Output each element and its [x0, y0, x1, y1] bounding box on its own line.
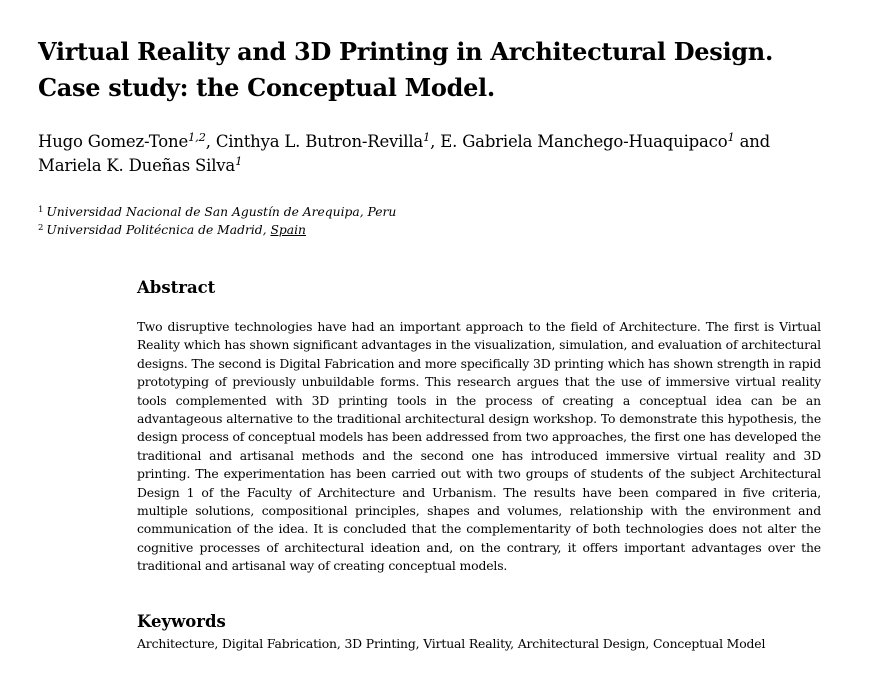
- author-affiliation-mark: 1,2: [188, 130, 206, 144]
- author-line-2: [38, 154, 838, 178]
- paper-title: [38, 34, 838, 106]
- author-separator: ,: [205, 132, 216, 151]
- author-affiliation-mark: 1: [235, 154, 243, 168]
- affiliation-text: Universidad Nacional de San Agustín de Arequipa, Peru: [46, 205, 397, 219]
- keywords-heading: Keywords: [137, 612, 226, 631]
- affiliation-list: [38, 203, 838, 239]
- affiliation-country: Spain: [270, 223, 306, 237]
- author-affiliation-mark: 1: [727, 130, 735, 144]
- affiliation-text: Universidad Politécnica de Madrid,: [46, 223, 271, 237]
- affiliation-item: [38, 203, 838, 221]
- affiliation-mark: 1: [38, 205, 44, 215]
- author-separator: ,: [430, 132, 441, 151]
- title-line-2: Case study: the Conceptual Model.: [38, 73, 495, 102]
- author-name: Cinthya L. Butron-Revilla: [215, 132, 424, 151]
- author-list: [38, 130, 838, 178]
- affiliation-mark: 2: [38, 223, 44, 233]
- keywords-body: Architecture, Digital Fabrication, 3D Printing, Virtual Reality, Architectural Design, Conceptual Model: [137, 636, 766, 651]
- abstract-heading: Abstract: [137, 278, 216, 297]
- abstract-body: Two disruptive technologies have had an important approach to the field of Architecture. The first is Virtual Reality which has shown significant advantages in the visualization, simulation, and evaluation of architectural designs. The second is Digital Fabrication and more specifically 3D printing which has shown strength in rapid prototyping of previously unbuildable forms. This research argues that the use of immersive virtual reality tools complemented with 3D printing tools in the process of creating a conceptual idea can be an advantageous alternative to the traditional architectural design workshop. To demonstrate this hypothesis, the design process of conceptual models has been addressed from two approaches, the first one has developed the traditional and artisanal methods and the second one has introduced immersive virtual reality and 3D printing. The experimentation has been carried out with two groups of students of the subject Architectural Design 1 of the Faculty of Architecture and Urbanism. The results have been compared in five criteria, multiple solutions, compositional principles, shapes and volumes, relationship with the environment and communication of the idea. It is concluded that the complementarity of both technologies does not alter the cognitive processes of architectural ideation and, on the contrary, it offers important advantages over the traditional and artisanal way of creating conceptual models.: [137, 319, 821, 574]
- author-name: E. Gabriela Manchego-Huaquipaco: [440, 132, 728, 151]
- title-line-1: Virtual Reality and 3D Printing in Architectural Design.: [38, 37, 773, 66]
- author-name: Mariela K. Dueñas Silva: [38, 156, 236, 175]
- author-affiliation-mark: 1: [423, 130, 431, 144]
- author-separator-and: and: [734, 132, 771, 151]
- author-line-1: [38, 130, 838, 154]
- affiliation-item: [38, 221, 838, 239]
- author-name: Hugo Gomez-Tone: [38, 132, 189, 151]
